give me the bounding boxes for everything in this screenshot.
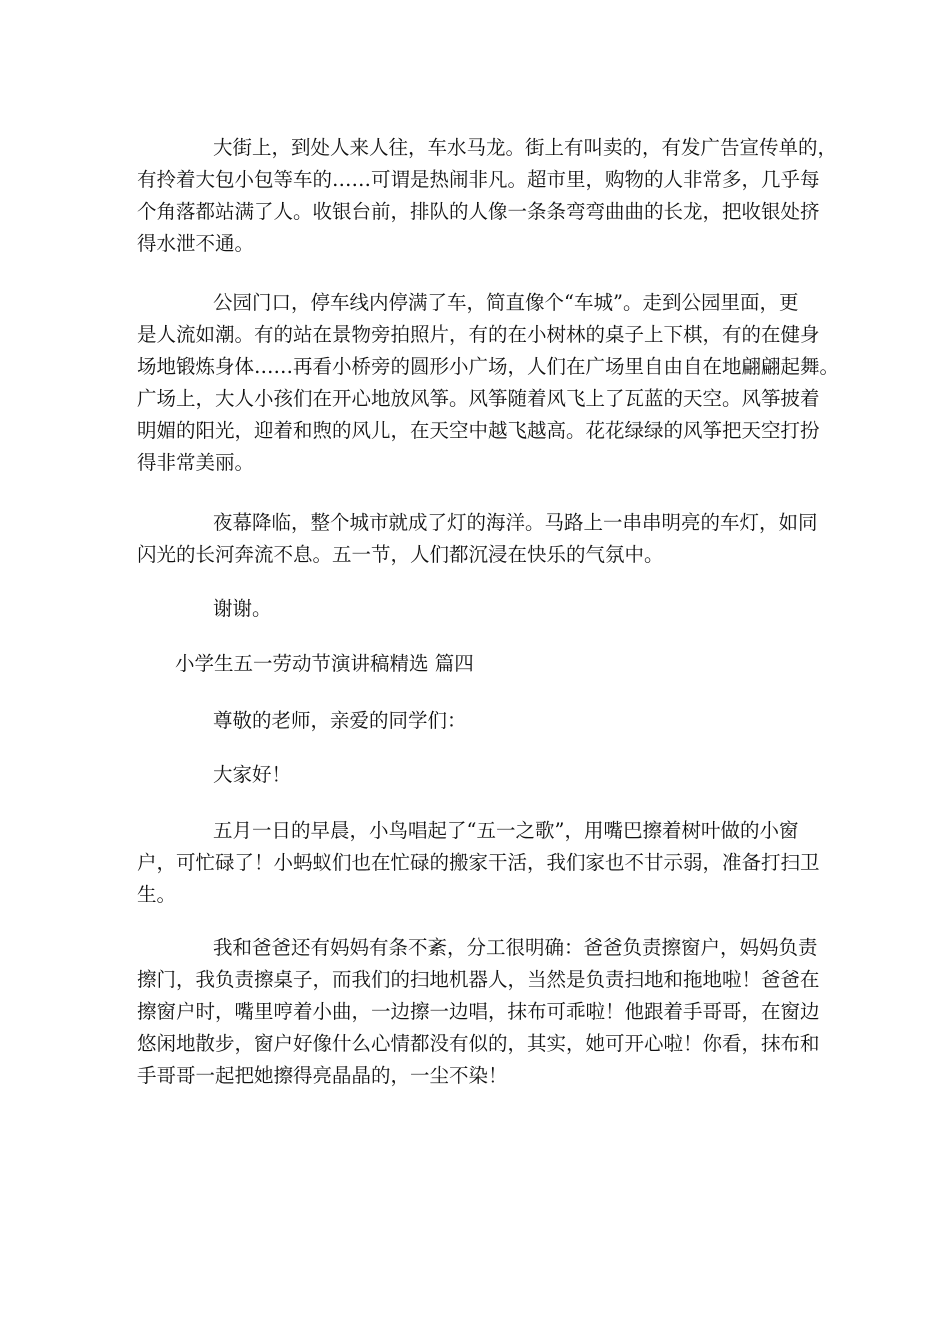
paragraph-thanks bbox=[137, 593, 827, 625]
text-line: 五月一日的早晨，小鸟唱起了“五一之歌”，用嘴巴擦着树叶做的小窗 bbox=[213, 819, 799, 842]
text-line: 是人流如潮。有的站在景物旁拍照片，有的在小树林的桌子上下棋，有的在健身 bbox=[137, 323, 820, 346]
paragraph-morning bbox=[137, 815, 827, 911]
text-line: 谢谢。 bbox=[213, 597, 272, 620]
text-line: 我和爸爸还有妈妈有条不紊，分工很明确：爸爸负责擦窗户，妈妈负责 bbox=[213, 936, 818, 959]
text-line: 大家好！ bbox=[213, 763, 292, 786]
paragraph-park bbox=[137, 287, 840, 479]
text-line: 户，可忙碌了！小蚂蚁们也在忙碌的搬家干活，我们家也不甘示弱，准备打扫卫 bbox=[137, 851, 820, 874]
text-line: 手哥哥一起把她擦得亮晶晶的，一尘不染！ bbox=[137, 1064, 508, 1087]
text-line: 广场上，大人小孩们在开心地放风筝。风筝随着风飞上了瓦蓝的天空。风筝披着 bbox=[137, 387, 820, 410]
text-line: 大街上，到处人来人往，车水马龙。街上有叫卖的，有发广告宣传单的， bbox=[213, 136, 838, 159]
text-line: 悠闲地散步，窗户好像什么心情都没有似的，其实，她可开心啦！你看，抹布和 bbox=[137, 1032, 820, 1055]
text-line: 公园门口，停车线内停满了车，简直像个“车城”。走到公园里面，更 bbox=[213, 291, 799, 314]
text-line: 生。 bbox=[137, 883, 177, 906]
text-line: 尊敬的老师，亲爱的同学们： bbox=[213, 709, 467, 732]
text-line: 得水泄不通。 bbox=[137, 232, 255, 255]
paragraph-chores bbox=[137, 932, 827, 1092]
text-line: 闪光的长河奔流不息。五一节，人们都沉浸在快乐的气氛中。 bbox=[137, 543, 664, 566]
paragraph-street bbox=[137, 132, 838, 260]
text-line: 场地锻炼身体……再看小桥旁的圆形小广场，人们在广场里自由自在地翩翩起舞。 bbox=[137, 355, 840, 378]
text-line: 擦门，我负责擦桌子，而我们的扫地机器人，当然是负责扫地和拖地啦！爸爸在 bbox=[137, 968, 820, 991]
text-line: 明媚的阳光，迎着和煦的风儿，在天空中越飞越高。花花绿绿的风筝把天空打扮 bbox=[137, 419, 820, 442]
paragraph-greeting bbox=[137, 705, 827, 737]
paragraph-hello bbox=[137, 759, 827, 791]
text-line: 个角落都站满了人。收银台前，排队的人像一条条弯弯曲曲的长龙，把收银处挤 bbox=[137, 200, 820, 223]
section-title: 小学生五一劳动节演讲稿精选 篇四 bbox=[175, 652, 474, 675]
text-line: 夜幕降临，整个城市就成了灯的海洋。马路上一串串明亮的车灯，如同 bbox=[213, 511, 818, 534]
text-line: 得非常美丽。 bbox=[137, 451, 255, 474]
section-heading bbox=[137, 648, 827, 680]
text-line: 有拎着大包小包等车的……可谓是热闹非凡。超市里，购物的人非常多，几乎每 bbox=[137, 168, 820, 191]
text-line: 擦窗户时，嘴里哼着小曲，一边擦一边唱，抹布可乖啦！他跟着手哥哥，在窗边 bbox=[137, 1000, 820, 1023]
paragraph-night bbox=[137, 507, 827, 571]
